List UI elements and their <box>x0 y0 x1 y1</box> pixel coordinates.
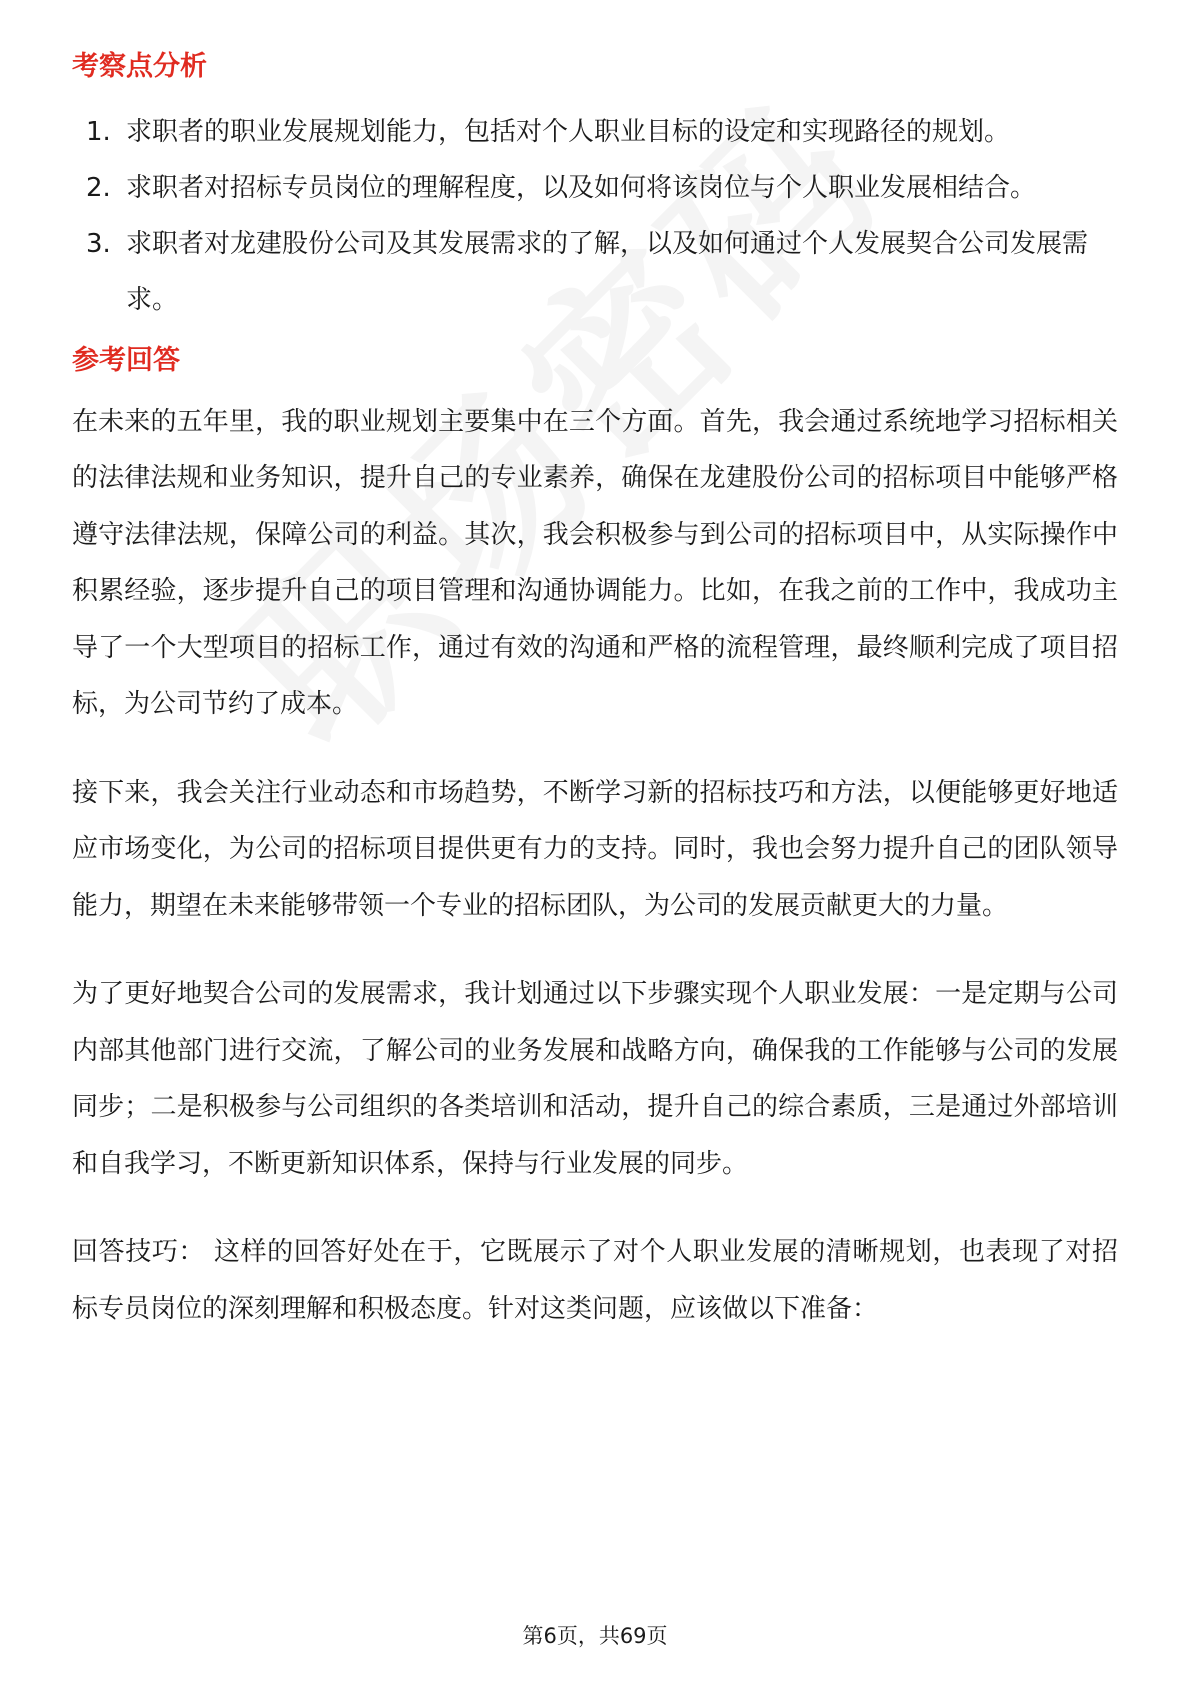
list-item-number: 2. <box>86 172 111 203</box>
paragraph-spacer <box>72 733 1118 765</box>
answer-tips-paragraph: 回答技巧： 这样的回答好处在于，它既展示了对个人职业发展的清晰规划，也表现了对招标专员岗位的深刻理解和积极态度。针对这类问题，应该做以下准备： <box>72 1237 1118 1324</box>
list-item <box>72 216 1118 328</box>
list-item <box>72 104 1118 160</box>
answer-paragraph: 接下来，我会关注行业动态和市场趋势，不断学习新的招标技巧和方法，以便能够更好地适应市场变化，为公司的招标项目提供更有力的支持。同时，我也会努力提升自己的团队领导能力，期望在未来能够带领一个专业的招标团队，为公司的发展贡献更大的力量。 <box>72 777 1118 921</box>
list-item-text: 求职者的职业发展规划能力，包括对个人职业目标的设定和实现路径的规划。 <box>126 116 1011 147</box>
answer-paragraph: 为了更好地契合公司的发展需求，我计划通过以下步骤实现个人职业发展：一是定期与公司内部其他部门进行交流，了解公司的业务发展和战略方向，确保我的工作能够与公司的发展同步；二是积极参与公司组织的各类培训和活动，提升自己的综合素质，三是通过外部培训和自我学习，不断更新知识体系，保持与行业发展的同步。 <box>72 979 1118 1179</box>
list-item-number: 3. <box>86 228 111 259</box>
page-number-footer: 第6页，共69页 <box>522 1624 668 1648</box>
list-item <box>72 160 1118 216</box>
list-item-text: 求职者对招标专员岗位的理解程度，以及如何将该岗位与个人职业发展相结合。 <box>126 172 1037 203</box>
answer-paragraph: 在未来的五年里，我的职业规划主要集中在三个方面。首先，我会通过系统地学习招标相关的法律法规和业务知识，提升自己的专业素养，确保在龙建股份公司的招标项目中能够严格遵守法律法规，保障公司的利益。其次，我会积极参与到公司的招标项目中，从实际操作中积累经验，逐步提升自己的项目管理和沟通协调能力。比如，在我之前的工作中，我成功主导了一个大型项目的招标工作，通过有效的沟通和严格的流程管理，最终顺利完成了项目招标，为公司节约了成本。 <box>72 406 1118 720</box>
analysis-section-title: 考察点分析 <box>72 51 207 82</box>
paragraph-spacer <box>72 934 1118 966</box>
paragraph-spacer <box>72 1192 1118 1224</box>
analysis-points-list <box>72 104 1118 328</box>
list-item-text: 求职者对龙建股份公司及其发展需求的了解，以及如何通过个人发展契合公司发展需求。 <box>126 228 1089 315</box>
answer-section-title: 参考回答 <box>72 344 180 376</box>
list-item-number: 1. <box>86 116 111 147</box>
page-content <box>72 48 1118 1337</box>
